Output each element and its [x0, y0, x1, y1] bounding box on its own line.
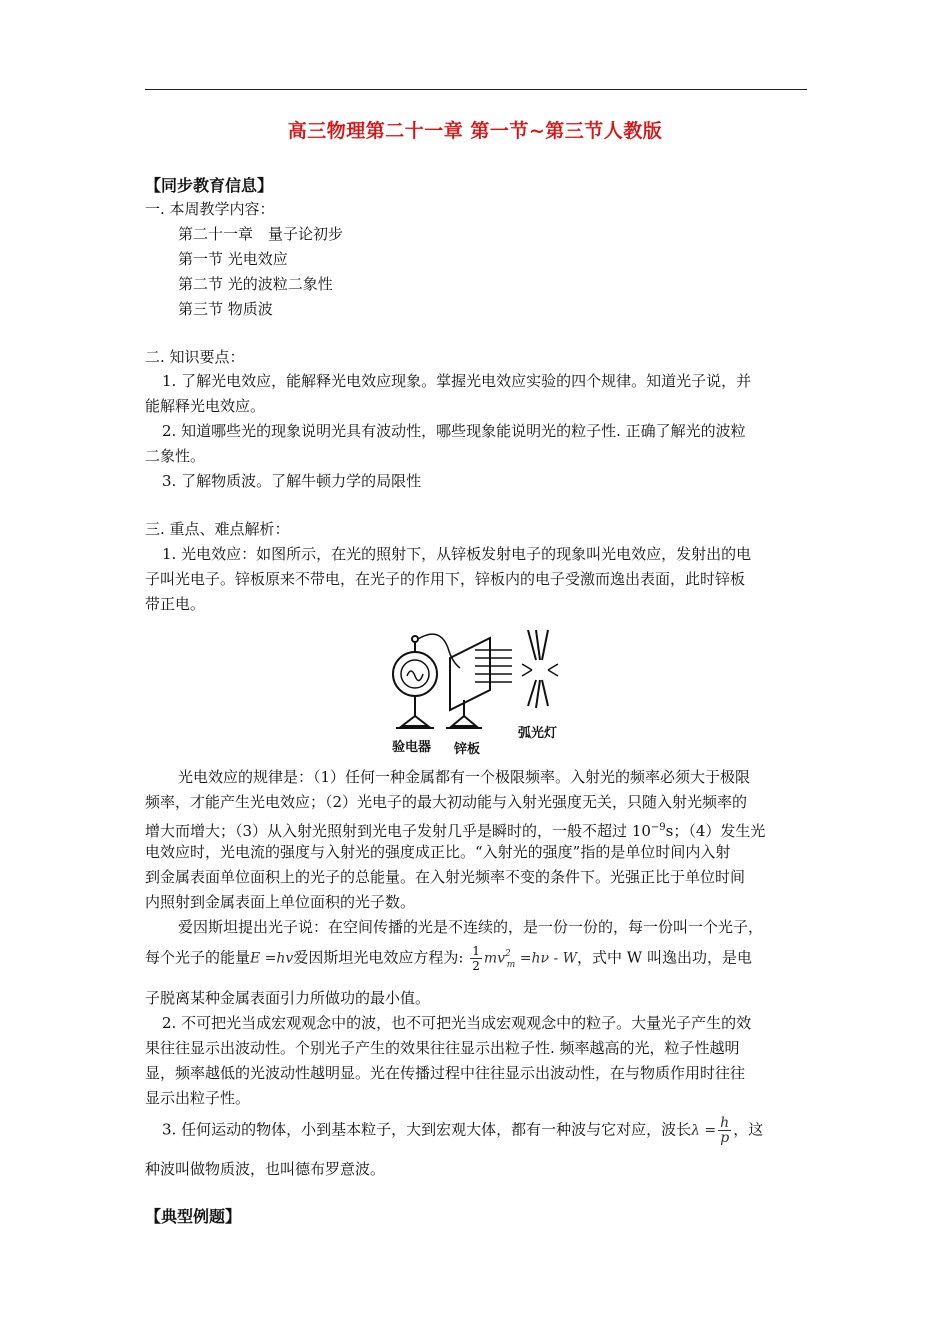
- analysis-text: 带正电。: [145, 595, 206, 613]
- analysis-text: 1. 光电效应：如图所示，在光的照射下，从锌板发射电子的现象叫光电效应，发射出的电: [162, 545, 752, 563]
- key-point-text: 3. 了解物质波。了解牛顿力学的局限性: [162, 472, 422, 490]
- header-rule: [145, 89, 807, 90]
- content-item: 第二节 光的波粒二象性: [178, 275, 333, 293]
- half-fraction: $\frac{1}{2}$: [472, 944, 480, 973]
- subheading-key-points: 二. 知识要点：: [145, 348, 245, 366]
- h-over-p-fraction: $\frac{h}{p}$: [720, 1115, 730, 1146]
- einstein-equation-line: 每个光子的能量E =hv爱因斯坦光电效应方程为: $\frac{1}{2}$ $mv^2_m =h\nu - W$，式中 W 叫逸出功，是电: [145, 944, 752, 973]
- electroscope-label: 验电器: [392, 740, 432, 755]
- law-text: 电效应时，光电流的强度与入射光的强度成正比。“入射光的强度”指的是单位时间内入射: [145, 843, 731, 861]
- content-item: 第三节 物质波: [178, 300, 273, 318]
- law-text: 光电效应的规律是：（1）任何一种金属都有一个极限频率。入射光的频率必须大于极限: [178, 768, 751, 786]
- photon-energy-formula: E =hv: [250, 950, 294, 967]
- duality-text: 果往往显示出波动性。个别光子产生的效果往往显示出粒子性. 频率越高的光，粒子性越明: [145, 1039, 740, 1057]
- duality-text: 显，频率越低的光波动性越明显。光在传播过程中往往显示出波动性，在与物质作用时往往: [145, 1064, 746, 1082]
- section-heading-sync-info: 【同步教育信息】: [145, 176, 274, 195]
- analysis-text: 子叫光电子。锌板原来不带电，在光子的作用下，锌板内的电子受激而逸出表面，此时锌板: [145, 570, 746, 588]
- key-point-text: 2. 知道哪些光的现象说明光具有波动性，哪些现象能说明光的粒子性. 正确了解光的波粒: [162, 422, 746, 440]
- content-item: 第二十一章 量子论初步: [178, 225, 344, 243]
- duality-text: 显示出粒子性。: [145, 1089, 251, 1107]
- page-title: 高三物理第二十一章 第一节~第三节人教版: [287, 120, 663, 142]
- einstein-text: 子脱离某种金属表面引力所做功的最小值。: [145, 989, 431, 1007]
- matter-wave-text: 种波叫做物质波，也叫德布罗意波。: [145, 1160, 386, 1178]
- key-point-text: 二象性。: [145, 447, 206, 465]
- subheading-analysis: 三. 重点、难点解析：: [145, 520, 290, 538]
- law-text: 频率，才能产生光电效应；（2）光电子的最大初动能与入射光强度无关，只随入射光频率的: [145, 793, 748, 811]
- key-point-text: 1. 了解光电效应，能解释光电效应现象。掌握光电效应实验的四个规律。知道光子说，并: [162, 372, 752, 390]
- section-heading-examples: 【典型例题】: [145, 1207, 242, 1226]
- zinc-plate-label: 锌板: [454, 742, 481, 757]
- law-text: 增大而增大；（3）从入射光照射到光电子发射几乎是瞬时的，一般不超过 $10^{-9}s$；（4）发生光: [145, 822, 766, 840]
- law-text: 内照射到金属表面上单位面积的光子数。: [145, 893, 416, 911]
- photoelectric-figure: [380, 628, 580, 758]
- key-point-text: 能解释光电效应。: [145, 397, 266, 415]
- law-text: 到金属表面单位面积上的光子的总能量。在入射光频率不变的条件下。光强正比于单位时间: [145, 868, 746, 886]
- subheading-weekly-content: 一. 本周教学内容：: [145, 200, 275, 218]
- content-item: 第一节 光电效应: [178, 250, 288, 268]
- duality-text: 2. 不可把光当成宏观观念中的波，也不可把光当成宏观观念中的粒子。大量光子产生的效: [162, 1014, 752, 1032]
- matter-wave-line: 3. 任何运动的物体，小到基本粒子，大到宏观大体，都有一种波与它对应，波长λ = $\frac{h}{p}$ ，这: [162, 1115, 764, 1146]
- einstein-text: 爱因斯坦提出光子说：在空间传播的光是不连续的，是一份一份的，每一份叫一个光子，: [178, 918, 764, 936]
- arc-lamp-label: 弧光灯: [518, 726, 558, 741]
